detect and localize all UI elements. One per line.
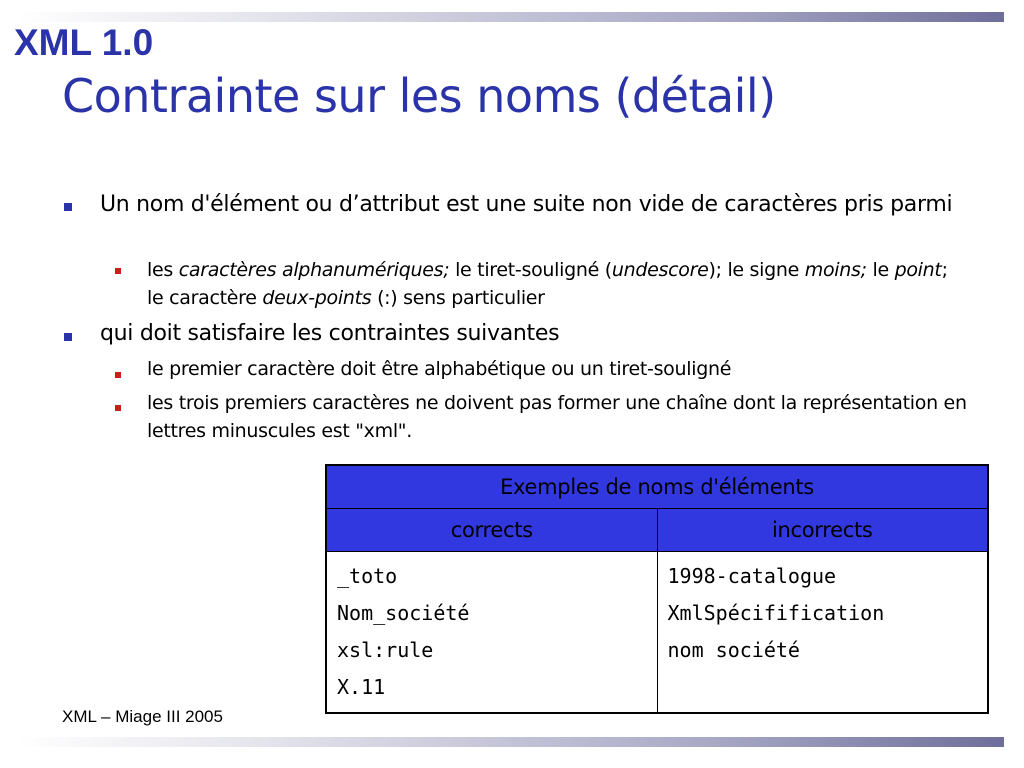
sub-bullet-1-1-part: les	[147, 259, 179, 281]
correct-example: Nom_société	[337, 601, 470, 625]
bullet-1-text: Un nom d'élément ou d’attribut est une suite non vide de caractères pris parmi	[100, 192, 953, 217]
table-title: Exemples de noms d'éléments	[326, 465, 988, 509]
sub-bullet-1-1-part: point	[894, 259, 942, 281]
slide-title: Contrainte sur les noms (détail)	[62, 69, 776, 123]
column-header-incorrect: incorrects	[657, 509, 988, 552]
sub-bullet-1-1-part: deux-points	[262, 287, 372, 309]
bullet-marker-2	[64, 333, 72, 341]
sub-bullet-marker-2-2	[115, 405, 121, 411]
incorrect-example: nom société	[667, 638, 800, 662]
sub-bullet-1-1-part: ); le signe	[708, 259, 805, 281]
examples-table	[325, 464, 989, 714]
top-decorative-bar	[16, 12, 1004, 22]
incorrect-examples-cell	[657, 552, 988, 714]
sub-bullet-1-1-part: ; le caractère	[147, 259, 948, 309]
sub-bullet-1-1-part: undescore	[611, 259, 709, 281]
sub-bullet-marker-2-1	[115, 372, 121, 378]
correct-example: X.11	[337, 675, 386, 699]
sub-bullet-1-1-part: (:) sens particulier	[371, 287, 545, 309]
sub-bullet-1-1-part: moins;	[804, 259, 867, 281]
sub-bullet-2-1-text: le premier caractère doit être alphabétique ou un tiret-souligné	[147, 358, 732, 380]
sub-bullet-marker-1-1	[115, 268, 121, 274]
series-title: XML 1.0	[14, 22, 154, 63]
sub-bullet-1-1-part: caractères alphanumériques;	[178, 259, 450, 281]
sub-bullet-1-1-part: le	[866, 259, 895, 281]
footer-text: XML – Miage III 2005	[62, 707, 223, 726]
sub-bullet-2-2-text: les trois premiers caractères ne doivent pas former une chaîne dont la représentation en lettres minuscules est "xml".	[147, 392, 967, 442]
incorrect-example: 1998-catalogue	[667, 564, 837, 588]
correct-example: _toto	[337, 564, 398, 588]
column-header-correct: corrects	[326, 509, 657, 552]
sub-bullet-1-1-part: le tiret-souligné (	[449, 259, 612, 281]
incorrect-example: XmlSpécifification	[667, 601, 885, 625]
correct-example: xsl:rule	[337, 638, 434, 662]
sub-bullet-1-1-text	[147, 256, 967, 312]
correct-examples-cell	[326, 552, 657, 714]
bottom-decorative-bar	[16, 737, 1004, 747]
bullet-marker-1	[64, 203, 72, 211]
bullet-2-text: qui doit satisfaire les contraintes suivantes	[100, 321, 560, 346]
